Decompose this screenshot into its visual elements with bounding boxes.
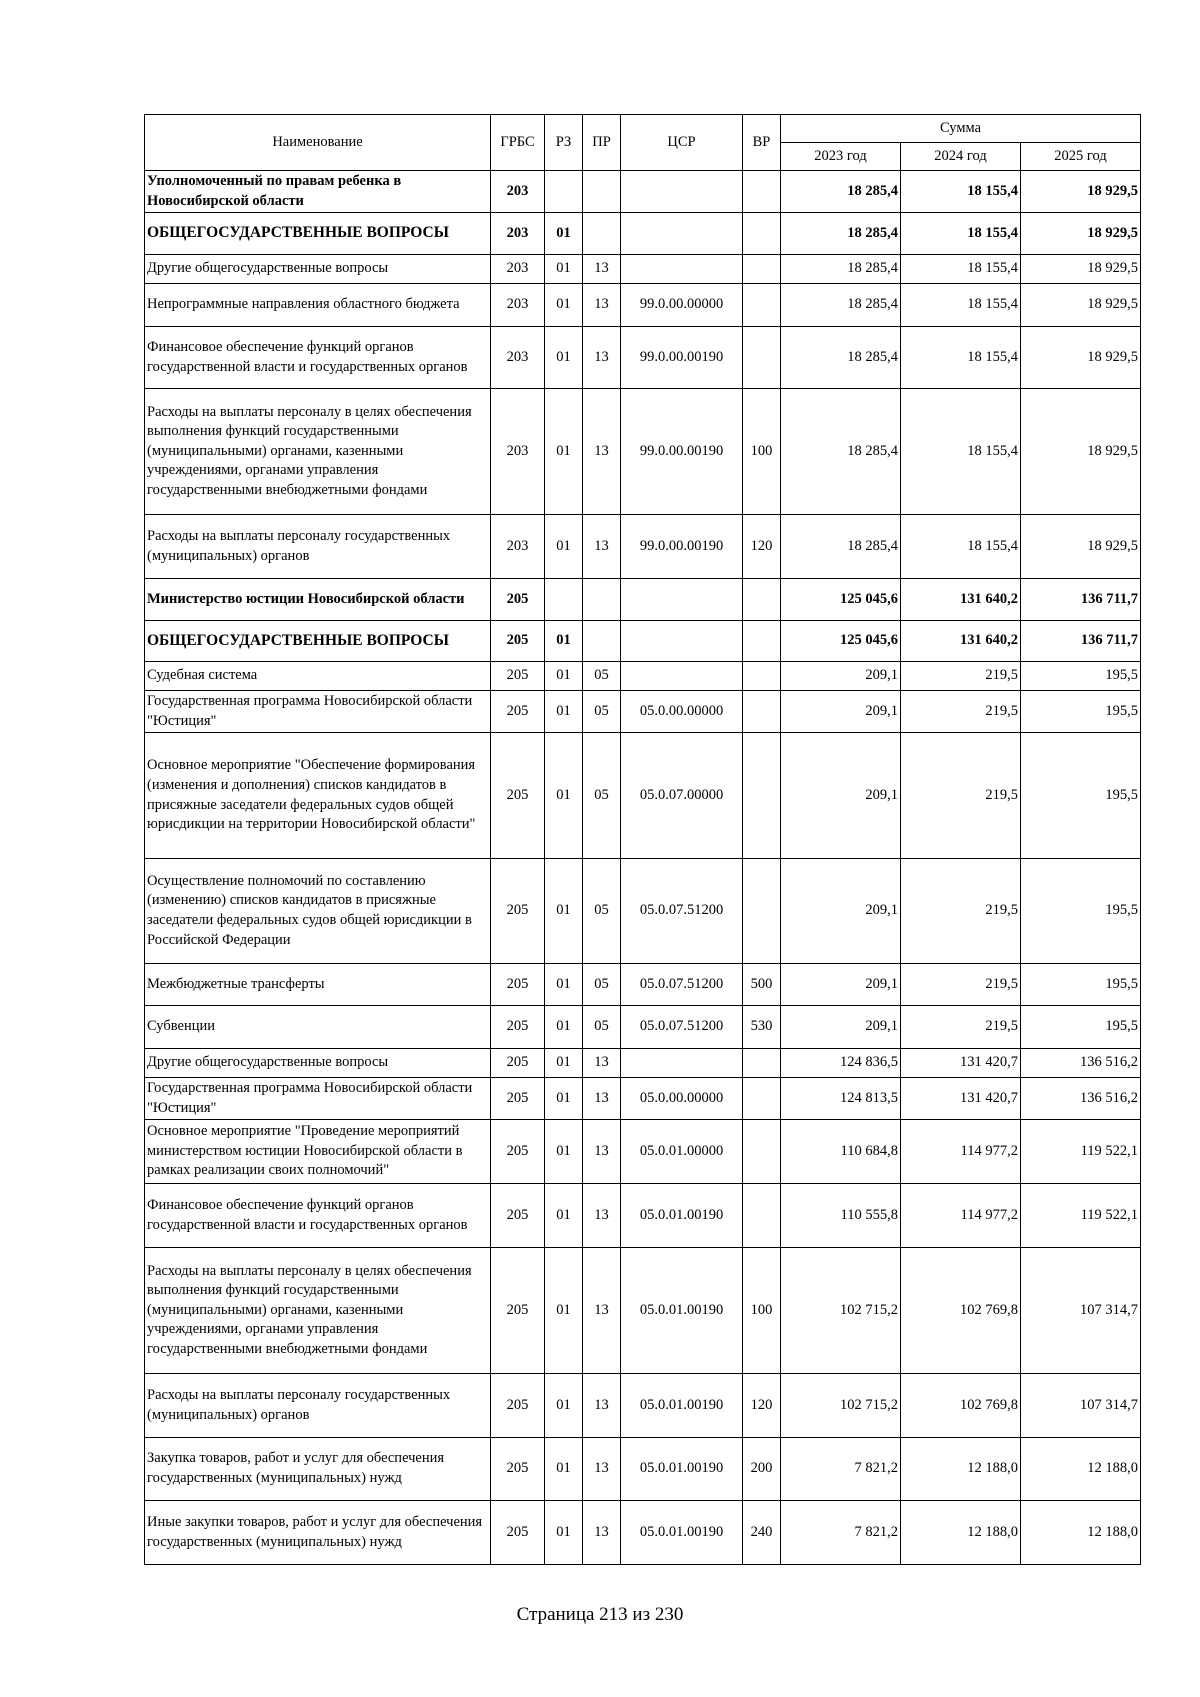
- cell-grbs: 203: [491, 255, 545, 284]
- cell-vr: 100: [743, 1248, 781, 1374]
- cell-y2024: 114 977,2: [901, 1120, 1021, 1184]
- cell-rz: 01: [545, 1248, 583, 1374]
- cell-grbs: 205: [491, 859, 545, 964]
- cell-name: Иные закупки товаров, работ и услуг для обеспечения государственных (муниципальных) нужд: [145, 1501, 491, 1565]
- cell-csr: 05.0.01.00000: [621, 1120, 743, 1184]
- cell-csr: 05.0.07.51200: [621, 859, 743, 964]
- cell-name: Расходы на выплаты персоналу государственных (муниципальных) органов: [145, 515, 491, 579]
- cell-y2024: 18 155,4: [901, 255, 1021, 284]
- cell-y2025: 18 929,5: [1021, 255, 1141, 284]
- cell-grbs: 205: [491, 1438, 545, 1501]
- header-grbs: ГРБС: [491, 115, 545, 171]
- cell-grbs: 203: [491, 389, 545, 515]
- cell-y2024: 12 188,0: [901, 1501, 1021, 1565]
- header-year-2025: 2025 год: [1021, 143, 1141, 171]
- cell-pr: 05: [583, 1006, 621, 1049]
- table-row: [145, 284, 1141, 327]
- cell-name: ОБЩЕГОСУДАРСТВЕННЫЕ ВОПРОСЫ: [145, 621, 491, 662]
- cell-y2023: 18 285,4: [781, 284, 901, 327]
- cell-rz: 01: [545, 1006, 583, 1049]
- cell-pr: 13: [583, 255, 621, 284]
- cell-csr: [621, 213, 743, 255]
- cell-grbs: 205: [491, 1006, 545, 1049]
- cell-pr: [583, 213, 621, 255]
- cell-csr: 05.0.00.00000: [621, 1078, 743, 1120]
- page-number: Страница 213 из 230: [516, 1604, 684, 1625]
- cell-y2025: 136 711,7: [1021, 579, 1141, 621]
- header-sum: Сумма: [781, 115, 1141, 143]
- cell-vr: [743, 733, 781, 859]
- cell-name: Непрограммные направления областного бюджета: [145, 284, 491, 327]
- table-row: [145, 213, 1141, 255]
- table-row: [145, 859, 1141, 964]
- cell-rz: [545, 579, 583, 621]
- cell-grbs: 205: [491, 1078, 545, 1120]
- cell-y2025: 18 929,5: [1021, 284, 1141, 327]
- cell-rz: [545, 171, 583, 213]
- cell-y2024: 18 155,4: [901, 515, 1021, 579]
- cell-rz: 01: [545, 213, 583, 255]
- header-rz: РЗ: [545, 115, 583, 171]
- cell-rz: 01: [545, 964, 583, 1006]
- cell-grbs: 205: [491, 1120, 545, 1184]
- cell-y2023: 209,1: [781, 662, 901, 691]
- cell-rz: 01: [545, 859, 583, 964]
- cell-y2025: 12 188,0: [1021, 1501, 1141, 1565]
- cell-y2025: 136 516,2: [1021, 1078, 1141, 1120]
- cell-vr: [743, 621, 781, 662]
- cell-csr: 99.0.00.00190: [621, 327, 743, 389]
- cell-pr: [583, 621, 621, 662]
- cell-csr: 05.0.07.00000: [621, 733, 743, 859]
- cell-y2025: 136 711,7: [1021, 621, 1141, 662]
- cell-y2024: 18 155,4: [901, 389, 1021, 515]
- table-row: [145, 691, 1141, 733]
- cell-y2023: 7 821,2: [781, 1438, 901, 1501]
- cell-y2025: 107 314,7: [1021, 1248, 1141, 1374]
- cell-pr: 13: [583, 1078, 621, 1120]
- cell-grbs: 205: [491, 1049, 545, 1078]
- cell-pr: 13: [583, 1248, 621, 1374]
- cell-name: Субвенции: [145, 1006, 491, 1049]
- cell-grbs: 205: [491, 662, 545, 691]
- cell-name: Судебная система: [145, 662, 491, 691]
- cell-y2025: 195,5: [1021, 964, 1141, 1006]
- cell-vr: [743, 579, 781, 621]
- cell-y2023: 209,1: [781, 691, 901, 733]
- cell-vr: [743, 859, 781, 964]
- cell-y2025: 195,5: [1021, 733, 1141, 859]
- table-row: [145, 579, 1141, 621]
- cell-y2023: 110 684,8: [781, 1120, 901, 1184]
- cell-name: Расходы на выплаты персоналу в целях обеспечения выполнения функций государственными (муниципальными) органами, казенными учреждениями, органами управления государственными внебюджетными фондами: [145, 1248, 491, 1374]
- cell-y2023: 18 285,4: [781, 389, 901, 515]
- cell-y2025: 12 188,0: [1021, 1438, 1141, 1501]
- table-row: [145, 389, 1141, 515]
- cell-csr: 99.0.00.00000: [621, 284, 743, 327]
- cell-vr: [743, 691, 781, 733]
- cell-vr: [743, 1184, 781, 1248]
- cell-y2024: 131 420,7: [901, 1049, 1021, 1078]
- cell-rz: 01: [545, 515, 583, 579]
- cell-name: Межбюджетные трансферты: [145, 964, 491, 1006]
- cell-vr: 100: [743, 389, 781, 515]
- table-row: [145, 1438, 1141, 1501]
- cell-pr: 13: [583, 327, 621, 389]
- table-header: [145, 115, 1141, 171]
- cell-y2025: 195,5: [1021, 691, 1141, 733]
- cell-grbs: 203: [491, 171, 545, 213]
- cell-y2025: 18 929,5: [1021, 389, 1141, 515]
- cell-name: Закупка товаров, работ и услуг для обеспечения государственных (муниципальных) нужд: [145, 1438, 491, 1501]
- table-row: [145, 1049, 1141, 1078]
- table-row: [145, 171, 1141, 213]
- cell-rz: 01: [545, 1120, 583, 1184]
- cell-rz: 01: [545, 662, 583, 691]
- cell-name: Уполномоченный по правам ребенка в Новосибирской области: [145, 171, 491, 213]
- cell-grbs: 205: [491, 964, 545, 1006]
- cell-rz: 01: [545, 1049, 583, 1078]
- cell-y2025: 18 929,5: [1021, 171, 1141, 213]
- cell-y2024: 219,5: [901, 1006, 1021, 1049]
- cell-csr: [621, 621, 743, 662]
- table-row: [145, 733, 1141, 859]
- header-name: Наименование: [145, 115, 491, 171]
- cell-grbs: 205: [491, 733, 545, 859]
- cell-vr: 200: [743, 1438, 781, 1501]
- table-row: [145, 1006, 1141, 1049]
- cell-pr: 13: [583, 1438, 621, 1501]
- cell-y2025: 119 522,1: [1021, 1120, 1141, 1184]
- cell-y2023: 7 821,2: [781, 1501, 901, 1565]
- cell-y2023: 124 813,5: [781, 1078, 901, 1120]
- cell-rz: 01: [545, 255, 583, 284]
- cell-y2024: 102 769,8: [901, 1374, 1021, 1438]
- cell-pr: 05: [583, 859, 621, 964]
- cell-grbs: 203: [491, 515, 545, 579]
- cell-y2024: 114 977,2: [901, 1184, 1021, 1248]
- cell-csr: 05.0.07.51200: [621, 964, 743, 1006]
- cell-pr: 05: [583, 691, 621, 733]
- cell-name: ОБЩЕГОСУДАРСТВЕННЫЕ ВОПРОСЫ: [145, 213, 491, 255]
- cell-y2023: 209,1: [781, 859, 901, 964]
- cell-pr: 13: [583, 1120, 621, 1184]
- cell-vr: [743, 284, 781, 327]
- cell-pr: 13: [583, 515, 621, 579]
- header-year-2024: 2024 год: [901, 143, 1021, 171]
- cell-pr: 13: [583, 1374, 621, 1438]
- cell-name: Финансовое обеспечение функций органов государственной власти и государственных органов: [145, 327, 491, 389]
- table-row: [145, 1184, 1141, 1248]
- cell-y2023: 18 285,4: [781, 515, 901, 579]
- cell-grbs: 205: [491, 621, 545, 662]
- cell-y2023: 102 715,2: [781, 1248, 901, 1374]
- cell-y2024: 219,5: [901, 964, 1021, 1006]
- cell-y2024: 131 640,2: [901, 621, 1021, 662]
- cell-y2025: 195,5: [1021, 1006, 1141, 1049]
- cell-pr: 13: [583, 389, 621, 515]
- cell-name: Осуществление полномочий по составлению (изменению) списков кандидатов в присяжные заседатели федеральных судов общей юрисдикции в Российской Федерации: [145, 859, 491, 964]
- table-row: [145, 964, 1141, 1006]
- cell-name: Государственная программа Новосибирской области "Юстиция": [145, 1078, 491, 1120]
- cell-pr: 13: [583, 1501, 621, 1565]
- cell-y2023: 18 285,4: [781, 213, 901, 255]
- cell-y2024: 219,5: [901, 662, 1021, 691]
- cell-y2024: 18 155,4: [901, 171, 1021, 213]
- cell-rz: 01: [545, 1184, 583, 1248]
- cell-rz: 01: [545, 691, 583, 733]
- table-row: [145, 1501, 1141, 1565]
- cell-y2025: 107 314,7: [1021, 1374, 1141, 1438]
- cell-vr: [743, 255, 781, 284]
- cell-y2024: 18 155,4: [901, 327, 1021, 389]
- cell-rz: 01: [545, 621, 583, 662]
- cell-vr: [743, 327, 781, 389]
- cell-rz: 01: [545, 284, 583, 327]
- cell-y2025: 119 522,1: [1021, 1184, 1141, 1248]
- cell-grbs: 205: [491, 691, 545, 733]
- cell-grbs: 205: [491, 1248, 545, 1374]
- cell-csr: [621, 579, 743, 621]
- cell-pr: 13: [583, 1184, 621, 1248]
- table-row: [145, 327, 1141, 389]
- cell-pr: [583, 579, 621, 621]
- cell-y2024: 18 155,4: [901, 284, 1021, 327]
- cell-vr: [743, 662, 781, 691]
- table-row: [145, 1120, 1141, 1184]
- cell-vr: 120: [743, 515, 781, 579]
- cell-csr: 99.0.00.00190: [621, 515, 743, 579]
- table-row: [145, 621, 1141, 662]
- cell-csr: 99.0.00.00190: [621, 389, 743, 515]
- cell-vr: [743, 1120, 781, 1184]
- cell-y2024: 102 769,8: [901, 1248, 1021, 1374]
- cell-vr: [743, 1049, 781, 1078]
- cell-grbs: 205: [491, 1501, 545, 1565]
- table-row: [145, 1078, 1141, 1120]
- cell-name: Расходы на выплаты персоналу государственных (муниципальных) органов: [145, 1374, 491, 1438]
- cell-y2024: 219,5: [901, 691, 1021, 733]
- header-csr: ЦСР: [621, 115, 743, 171]
- cell-y2023: 102 715,2: [781, 1374, 901, 1438]
- cell-grbs: 205: [491, 1184, 545, 1248]
- cell-y2024: 12 188,0: [901, 1438, 1021, 1501]
- cell-name: Другие общегосударственные вопросы: [145, 255, 491, 284]
- cell-y2025: 136 516,2: [1021, 1049, 1141, 1078]
- cell-name: Министерство юстиции Новосибирской области: [145, 579, 491, 621]
- budget-table: [144, 114, 1141, 1565]
- cell-y2025: 195,5: [1021, 662, 1141, 691]
- cell-y2023: 18 285,4: [781, 255, 901, 284]
- cell-grbs: 203: [491, 327, 545, 389]
- cell-rz: 01: [545, 389, 583, 515]
- cell-pr: [583, 171, 621, 213]
- cell-y2023: 209,1: [781, 1006, 901, 1049]
- cell-pr: 13: [583, 284, 621, 327]
- cell-rz: 01: [545, 733, 583, 859]
- cell-rz: 01: [545, 1374, 583, 1438]
- cell-vr: 500: [743, 964, 781, 1006]
- cell-y2024: 131 640,2: [901, 579, 1021, 621]
- cell-y2023: 125 045,6: [781, 621, 901, 662]
- cell-y2024: 219,5: [901, 733, 1021, 859]
- table-row: [145, 1248, 1141, 1374]
- cell-name: Финансовое обеспечение функций органов государственной власти и государственных органов: [145, 1184, 491, 1248]
- cell-name: Основное мероприятие "Проведение мероприятий министерством юстиции Новосибирской области в рамках реализации своих полномочий": [145, 1120, 491, 1184]
- header-vr: ВР: [743, 115, 781, 171]
- cell-pr: 13: [583, 1049, 621, 1078]
- cell-vr: [743, 213, 781, 255]
- table-row: [145, 1374, 1141, 1438]
- header-year-2023: 2023 год: [781, 143, 901, 171]
- cell-name: Другие общегосударственные вопросы: [145, 1049, 491, 1078]
- cell-y2023: 209,1: [781, 964, 901, 1006]
- cell-y2023: 110 555,8: [781, 1184, 901, 1248]
- cell-rz: 01: [545, 1438, 583, 1501]
- table-row: [145, 515, 1141, 579]
- cell-y2024: 219,5: [901, 859, 1021, 964]
- cell-pr: 05: [583, 964, 621, 1006]
- cell-grbs: 205: [491, 1374, 545, 1438]
- cell-rz: 01: [545, 1078, 583, 1120]
- cell-name: Основное мероприятие "Обеспечение формирования (изменения и дополнения) списков кандидатов в присяжные заседатели федеральных судов общей юрисдикции на территории Новосибирской области": [145, 733, 491, 859]
- cell-vr: [743, 1078, 781, 1120]
- cell-vr: [743, 171, 781, 213]
- cell-y2023: 124 836,5: [781, 1049, 901, 1078]
- cell-y2025: 195,5: [1021, 859, 1141, 964]
- cell-csr: 05.0.01.00190: [621, 1374, 743, 1438]
- cell-y2023: 18 285,4: [781, 327, 901, 389]
- table-row: [145, 255, 1141, 284]
- cell-y2025: 18 929,5: [1021, 515, 1141, 579]
- cell-pr: 05: [583, 733, 621, 859]
- cell-rz: 01: [545, 327, 583, 389]
- cell-csr: 05.0.00.00000: [621, 691, 743, 733]
- cell-y2025: 18 929,5: [1021, 327, 1141, 389]
- cell-vr: 530: [743, 1006, 781, 1049]
- cell-csr: 05.0.01.00190: [621, 1501, 743, 1565]
- table-body: [145, 171, 1141, 1565]
- cell-y2025: 18 929,5: [1021, 213, 1141, 255]
- cell-csr: [621, 1049, 743, 1078]
- cell-csr: [621, 255, 743, 284]
- cell-name: Государственная программа Новосибирской области "Юстиция": [145, 691, 491, 733]
- cell-csr: [621, 171, 743, 213]
- cell-y2023: 18 285,4: [781, 171, 901, 213]
- cell-csr: [621, 662, 743, 691]
- cell-grbs: 203: [491, 213, 545, 255]
- cell-grbs: 203: [491, 284, 545, 327]
- cell-vr: 120: [743, 1374, 781, 1438]
- cell-y2024: 131 420,7: [901, 1078, 1021, 1120]
- cell-rz: 01: [545, 1501, 583, 1565]
- cell-csr: 05.0.07.51200: [621, 1006, 743, 1049]
- header-pr: ПР: [583, 115, 621, 171]
- cell-csr: 05.0.01.00190: [621, 1248, 743, 1374]
- cell-grbs: 205: [491, 579, 545, 621]
- cell-name: Расходы на выплаты персоналу в целях обеспечения выполнения функций государственными (муниципальными) органами, казенными учреждениями, органами управления государственными внебюджетными фондами: [145, 389, 491, 515]
- cell-csr: 05.0.01.00190: [621, 1438, 743, 1501]
- cell-vr: 240: [743, 1501, 781, 1565]
- cell-csr: 05.0.01.00190: [621, 1184, 743, 1248]
- cell-y2023: 125 045,6: [781, 579, 901, 621]
- table-row: [145, 662, 1141, 691]
- cell-pr: 05: [583, 662, 621, 691]
- cell-y2023: 209,1: [781, 733, 901, 859]
- cell-y2024: 18 155,4: [901, 213, 1021, 255]
